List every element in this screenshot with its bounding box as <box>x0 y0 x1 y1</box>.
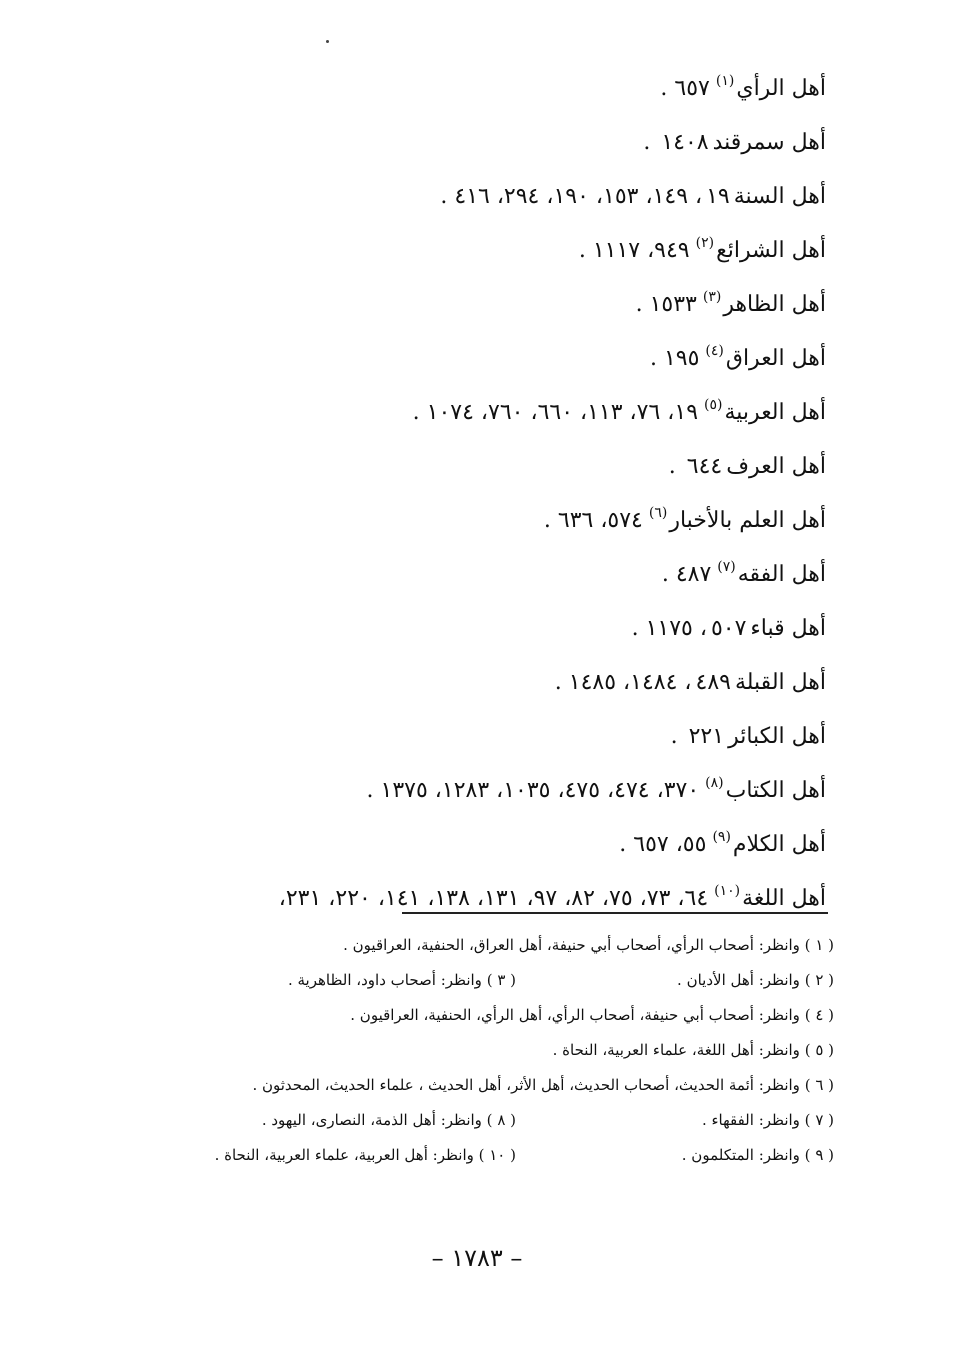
footnote-text-secondary: ( ١٠ ) وانظر: أهل العربية، علماء العربية، النحاة . <box>214 1146 516 1164</box>
entry-term: أهل العرف <box>726 454 826 479</box>
entry-term: أهل السنة <box>733 184 826 209</box>
entry-term: أهل العلم بالأخبار <box>669 508 826 533</box>
entry-term: أهل الفقه <box>737 562 826 587</box>
footnote-text: ( ٤ ) وانظر: أصحاب أبي حنيفة، أصحاب الرأي، أهل الرأي، الحنفية، العراقيون . <box>350 1006 834 1024</box>
entry-term: أهل الظاهر <box>723 292 826 317</box>
footnote-text: ( ٧ ) وانظر: الفقهاء . <box>701 1111 834 1129</box>
index-entry <box>106 58 826 112</box>
index-entry <box>106 274 826 328</box>
footnote-ref: (٣) <box>702 289 722 305</box>
index-entries <box>106 58 826 922</box>
footnote-separator <box>402 912 828 914</box>
footnote-ref: (٧) <box>717 559 736 575</box>
footnote-text: ( ٩ ) وانظر: المتكلمون . <box>681 1146 834 1164</box>
entry-pages: ٦٥٧ . <box>660 76 710 101</box>
footnote-line <box>134 1002 834 1037</box>
index-entry <box>106 436 826 490</box>
footnote-ref: (٥) <box>704 397 723 413</box>
entry-term: أهل اللغة <box>742 886 826 911</box>
entry-pages: ٦٤٤ . <box>668 454 723 479</box>
footnote-line <box>134 1142 834 1177</box>
index-entry <box>106 814 826 868</box>
footnote-text: ( ٥ ) وانظر: أهل اللغة، علماء العربية، النحاة . <box>552 1041 834 1059</box>
entry-term: أهل قباء <box>750 616 826 641</box>
entry-term: أهل الرأي <box>736 76 826 101</box>
entry-pages: ٥٥، ٦٥٧ . <box>619 832 707 857</box>
index-entry <box>106 490 826 544</box>
footnote-ref: (٨) <box>705 775 724 791</box>
stray-mark <box>326 40 329 43</box>
entry-term: أهل الشرائع <box>716 238 826 263</box>
entry-pages: ٣٧٠، ٤٧٤، ٤٧٥، ١٠٣٥، ١٢٨٣، ١٣٧٥ . <box>366 778 700 803</box>
entry-pages: ٥٧٤، ٦٣٦ . <box>543 508 643 533</box>
entry-term: أهل الكبائر <box>728 724 826 749</box>
footnote-ref: (١٠) <box>714 883 741 899</box>
entry-pages: ٤٨٩، ١٤٨٤، ١٤٨٥ . <box>554 670 731 695</box>
footnote-text-secondary: ( ٣ ) وانظر: أصحاب داود، الظاهرية . <box>287 971 516 989</box>
footnote-text: ( ٦ ) وانظر: أئمة الحديث، أصحاب الحديث، أهل الأثر، أهل الحديث ، علماء الحديث، المحدثون . <box>252 1076 834 1094</box>
entry-term: أهل العربية <box>724 400 826 425</box>
footnote-ref: (١) <box>715 73 735 89</box>
page-number: – ١٧٨٣ – <box>431 1244 523 1272</box>
entry-pages: ١٩٥ . <box>649 346 700 371</box>
index-entry <box>106 328 826 382</box>
footnote-text-secondary: ( ٨ ) وانظر: أهل الذمة، النصارى، اليهود . <box>261 1111 516 1129</box>
entry-pages: ١٩، ٧٦، ١١٣، ٦٦٠، ٧٦٠، ١٠٧٤ . <box>412 400 699 425</box>
footnote-line <box>134 1107 834 1142</box>
footnotes <box>134 932 834 1177</box>
index-entry <box>106 652 826 706</box>
entry-term: أهل سمرقند <box>712 130 826 155</box>
entry-pages: ٩٤٩، ١١١٧ . <box>578 238 690 263</box>
entry-pages: ٦٤، ٧٣، ٧٥، ٨٢، ٩٧، ١٣١، ١٣٨، ١٤١، ٢٢٠، ٢٣١، <box>278 886 709 911</box>
footnote-ref: (٩) <box>712 829 731 845</box>
entry-pages: ١٥٣٣ . <box>635 292 697 317</box>
entry-pages: ٤٨٧ . <box>661 562 712 587</box>
footnote-line <box>134 1072 834 1107</box>
index-entry <box>106 220 826 274</box>
footnote-text: ( ١ ) وانظر: أصحاب الرأي، أصحاب أبي حنيفة، أهل العراق، الحنفية، العراقيون . <box>343 936 834 954</box>
entry-term: أهل الكتاب <box>725 778 826 803</box>
entry-term: أهل العراق <box>725 346 826 371</box>
index-entry <box>106 112 826 166</box>
index-entry <box>106 760 826 814</box>
entry-pages: ٥٠٧، ١١٧٥ . <box>631 616 747 641</box>
footnote-line <box>134 1037 834 1072</box>
index-entry <box>106 598 826 652</box>
footnote-line <box>134 967 834 1002</box>
index-entry <box>106 166 826 220</box>
footnote-ref: (٤) <box>705 343 724 359</box>
index-entry <box>106 382 826 436</box>
footnote-ref: (٢) <box>695 235 715 251</box>
index-entry <box>106 544 826 598</box>
footnote-ref: (٦) <box>648 505 668 521</box>
entry-pages: ١٤٠٨ . <box>643 130 709 155</box>
footnote-text: ( ٢ ) وانظر: أهل الأديان . <box>677 971 834 989</box>
index-entry <box>106 706 826 760</box>
entry-term: أهل القبلة <box>734 670 826 695</box>
footnote-line <box>134 932 834 967</box>
entry-pages: ١٩، ١٤٩، ١٥٣، ١٩٠، ٢٩٤، ٤١٦ . <box>440 184 730 209</box>
entry-term: أهل الكلام <box>732 832 826 857</box>
entry-pages: ٢٢١ . <box>670 724 725 749</box>
